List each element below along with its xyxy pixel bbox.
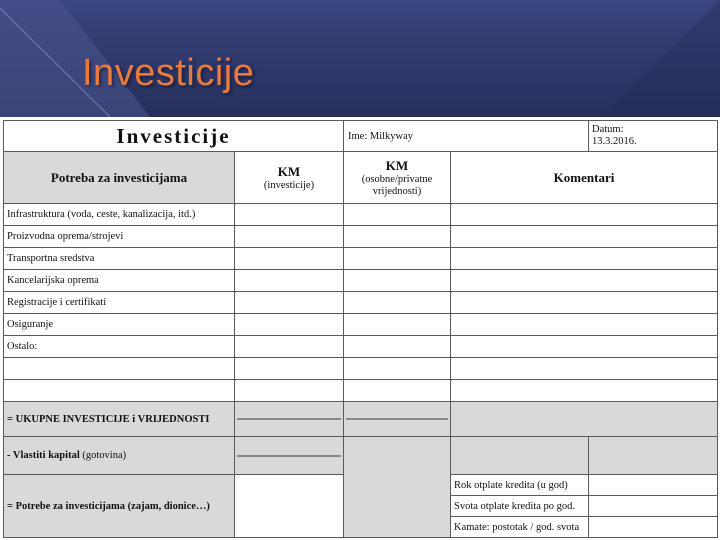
col-header-km-private-sub: (osobne/privatne vrijednosti) (361, 173, 433, 197)
km-private-cell[interactable] (344, 314, 451, 336)
table-row (4, 358, 718, 380)
km-private-cell[interactable] (344, 248, 451, 270)
comment-cell[interactable] (451, 358, 718, 380)
km-invest-cell[interactable] (235, 270, 344, 292)
km-private-cell[interactable] (344, 380, 451, 402)
comment-cell[interactable] (451, 314, 718, 336)
col-header-km-invest (235, 152, 344, 204)
form-heading: Investicije (4, 121, 344, 152)
loan-area-top-right (589, 437, 718, 475)
own-capital-note: (gotovina) (82, 450, 127, 461)
km-private-cell[interactable] (344, 336, 451, 358)
row-label: Infrastruktura (voda, ceste, kanalizacija, itd.) (4, 204, 235, 226)
loan-annual-input[interactable] (589, 496, 718, 517)
comment-cell[interactable] (451, 248, 718, 270)
total-private-cell[interactable] (344, 402, 451, 437)
name-field[interactable]: Ime: Milkyway (344, 121, 589, 152)
own-capital-invest-cell[interactable] (235, 437, 344, 475)
own-capital-cell (4, 437, 235, 475)
table-row (4, 380, 718, 402)
loan-area-top-left (451, 437, 589, 475)
col-header-km-invest-label: KM (277, 163, 301, 179)
col-header-need: Potreba za investicijama (4, 152, 235, 204)
comment-cell[interactable] (451, 292, 718, 314)
table-row (4, 226, 718, 248)
km-invest-cell[interactable] (235, 226, 344, 248)
table-row (4, 270, 718, 292)
table-row (4, 336, 718, 358)
table-row (4, 248, 718, 270)
own-capital-label: - Vlastiti kapital (7, 450, 80, 461)
col-header-km-invest-sub: (investicije) (263, 179, 315, 191)
col-header-km-private (344, 152, 451, 204)
date-field[interactable] (589, 121, 718, 152)
row-label: Registracije i certifikati (4, 292, 235, 314)
col-header-comments: Komentari (451, 152, 718, 204)
row-label[interactable] (4, 358, 235, 380)
needs-invest-cell[interactable] (235, 475, 344, 538)
comment-cell[interactable] (451, 270, 718, 292)
km-invest-cell[interactable] (235, 314, 344, 336)
loan-term-input[interactable] (589, 475, 718, 496)
loan-term-label: Rok otplate kredita (u god) (451, 475, 589, 496)
needs-label: = Potrebe za investicijama (zajam, dionice…) (4, 475, 235, 538)
row-label: Osiguranje (4, 314, 235, 336)
loan-interest-label: Kamate: postotak / god. svota (451, 517, 589, 538)
km-private-cell[interactable] (344, 204, 451, 226)
km-private-cell[interactable] (344, 358, 451, 380)
date-value: 13.3.2016. (592, 136, 637, 147)
total-comment-area (451, 402, 718, 437)
table-row (4, 314, 718, 336)
investment-form (0, 117, 720, 540)
km-invest-cell[interactable] (235, 248, 344, 270)
comment-cell[interactable] (451, 336, 718, 358)
km-invest-cell[interactable] (235, 292, 344, 314)
comment-cell[interactable] (451, 204, 718, 226)
km-private-cell[interactable] (344, 226, 451, 248)
column-header-row (4, 152, 718, 204)
comment-cell[interactable] (451, 380, 718, 402)
slide-header (0, 0, 720, 117)
form-header-row (4, 121, 718, 152)
row-label[interactable] (4, 380, 235, 402)
comment-cell[interactable] (451, 226, 718, 248)
km-invest-cell[interactable] (235, 204, 344, 226)
row-label: Transportna sredstva (4, 248, 235, 270)
loan-annual-label: Svota otplate kredita po god. (451, 496, 589, 517)
investment-table (3, 120, 718, 538)
loan-interest-input[interactable] (589, 517, 718, 538)
km-private-cell[interactable] (344, 292, 451, 314)
km-invest-cell[interactable] (235, 358, 344, 380)
col-header-km-private-label: KM (385, 157, 409, 173)
date-label: Datum: (592, 124, 624, 135)
km-invest-cell[interactable] (235, 336, 344, 358)
total-label: = UKUPNE INVESTICIJE i VRIJEDNOSTI (4, 402, 235, 437)
km-private-cell[interactable] (344, 270, 451, 292)
private-column-shaded (344, 437, 451, 538)
row-label: Kancelarijska oprema (4, 270, 235, 292)
row-label: Proizvodna oprema/strojevi (4, 226, 235, 248)
km-invest-cell[interactable] (235, 380, 344, 402)
row-label: Ostalo: (4, 336, 235, 358)
table-row (4, 292, 718, 314)
slide-title: Investicije (82, 52, 255, 94)
total-row (4, 402, 718, 437)
total-invest-cell[interactable] (235, 402, 344, 437)
table-row (4, 204, 718, 226)
own-capital-row (4, 437, 718, 475)
